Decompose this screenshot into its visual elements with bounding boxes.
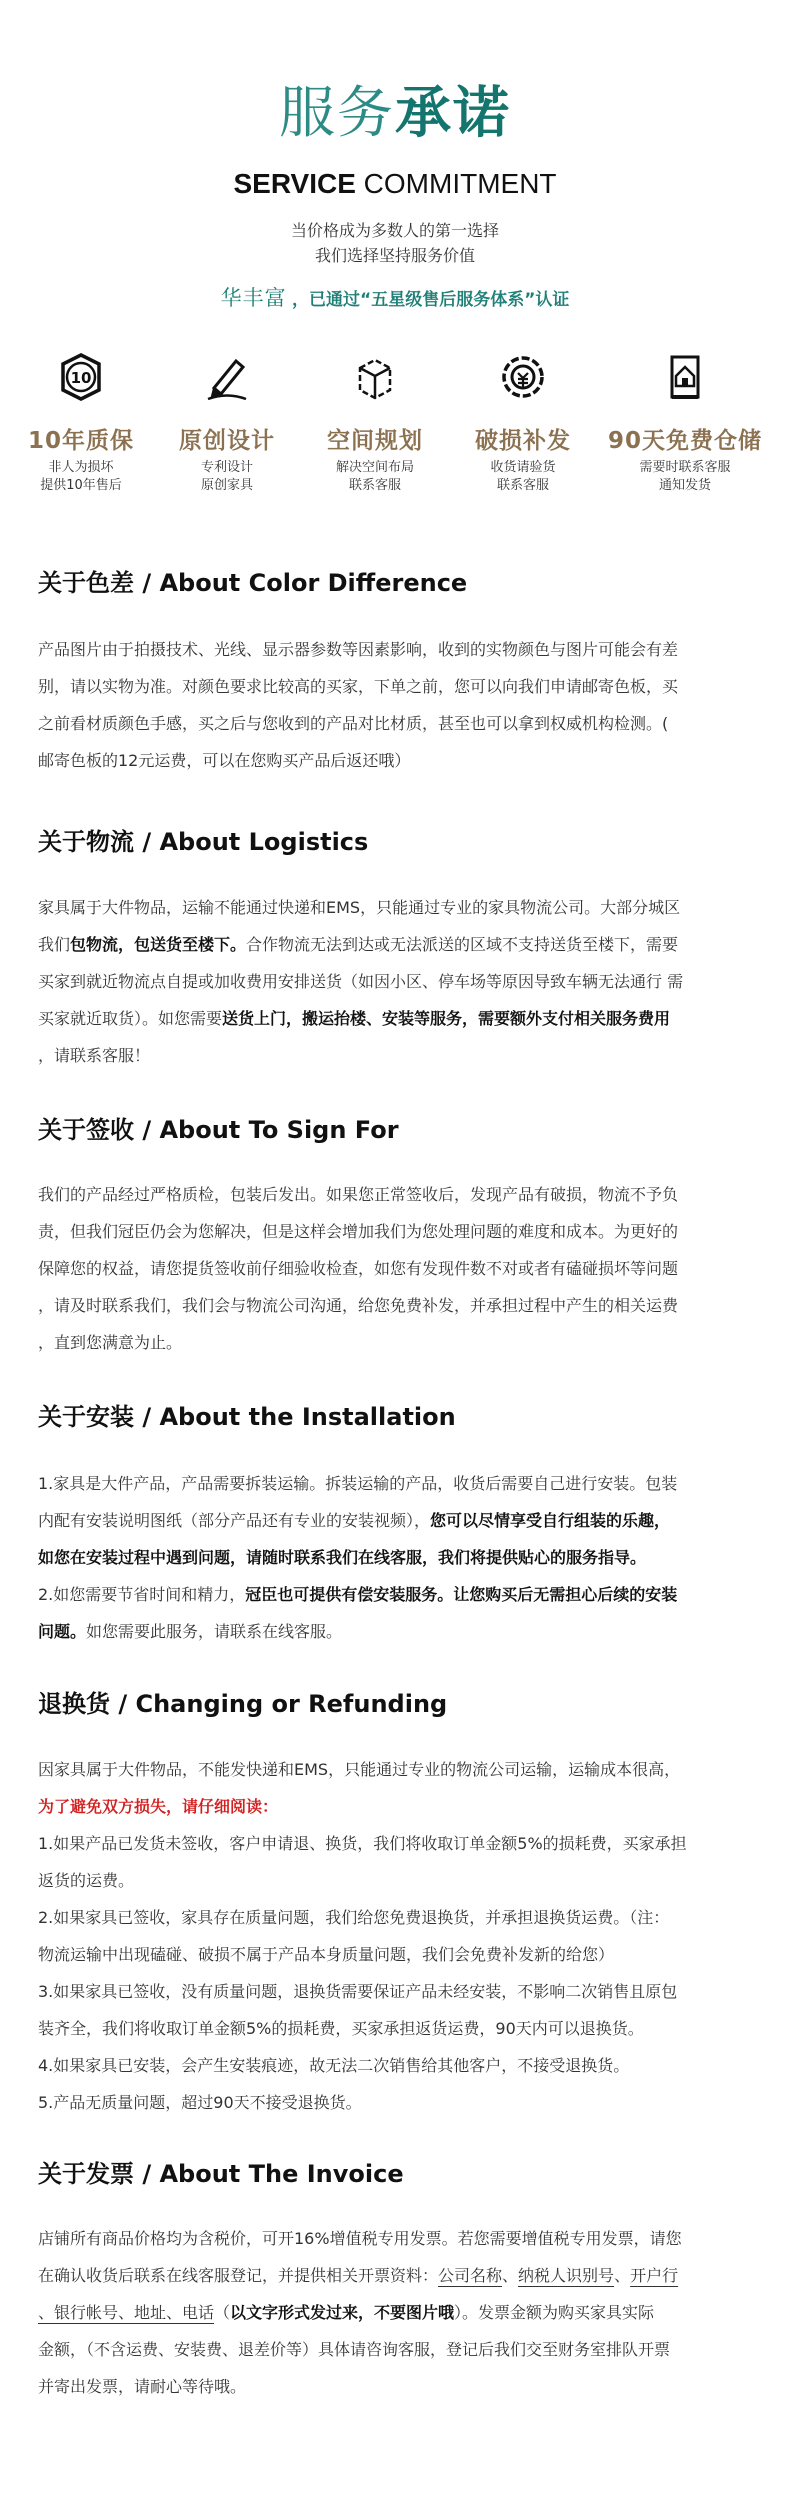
service-free-storage	[606, 352, 764, 495]
text-span: 、	[614, 2266, 631, 2285]
text-line: 物流运输中出现磕碰、破损不属于产品本身质量问题，我们会免费补发新的给您）	[38, 1945, 615, 1964]
text-line: 4.如果家具已安装，会产生安装痕迹，故无法二次销售给其他客户，不接受退换货。	[38, 2056, 630, 2075]
service-title: 10年质保	[27, 428, 134, 454]
text-span: 如您需要此服务，请联系在线客服。	[86, 1622, 343, 1641]
text-span: 2.如您需要节省时间和精力，	[38, 1585, 246, 1604]
bold-span: 送货上门，搬运抬楼、安装等服务，需要额外支付相关服务费用	[222, 1009, 671, 1028]
text-line: 因家具属于大件物品，不能发快递和EMS，只能通过专业的物流公司运输，运输成本很高，	[38, 1760, 681, 1779]
subtitle-en-normal: COMMITMENT	[355, 168, 557, 199]
section-heading-install: 关于安装 / About the Installation	[38, 1403, 456, 1431]
bold-span: 如您在安装过程中遇到问题，请随时联系我们在线客服，我们将提供贴心的服务指导。	[38, 1548, 647, 1567]
text-span: ）。发票金额为购买家具实际	[454, 2303, 655, 2322]
settings-gear-icon	[498, 352, 548, 402]
page-subtitle-en	[0, 168, 790, 200]
warning-line: 为了避免双方损失，请仔细阅读：	[38, 1797, 279, 1816]
warehouse-home-icon	[660, 352, 710, 402]
service-original-design	[148, 352, 306, 495]
text-line: 1.家具是大件产品，产品需要拆装运输。拆装运输的产品，收货后需要自己进行安装。包装	[38, 1474, 678, 1493]
service-desc-2: 联系客服	[496, 478, 549, 493]
text-span: 、	[502, 2266, 519, 2285]
section-body-logistics	[38, 889, 758, 1074]
underlined-span: 公司名称	[438, 2266, 503, 2285]
service-desc-2: 原创家具	[200, 478, 253, 493]
text-line: ，请及时联系我们，我们会与物流公司沟通，给您免费补发，并承担过程中产生的相关运费	[38, 1296, 679, 1315]
bold-span: 问题。	[38, 1622, 87, 1641]
section-body-sign	[38, 1176, 758, 1361]
service-desc-2: 通知发货	[658, 478, 711, 493]
text-line: 保障您的权益，请您提货签收前仔细验收检查，如您有发现件数不对或者有磕碰损坏等问题	[38, 1259, 679, 1278]
text-line	[38, 1576, 758, 1613]
ten-badge-icon	[56, 352, 106, 402]
section-heading-invoice: 关于发票 / About The Invoice	[38, 2160, 404, 2188]
service-desc-1: 非人为损坏	[48, 460, 114, 475]
svg-text:10: 10	[70, 369, 92, 387]
section-body-refund	[38, 1751, 758, 2121]
text-line: 家具属于大件物品，运输不能通过快递和EMS，只能通过专业的家具物流公司。大部分城区	[38, 898, 681, 917]
underlined-span: 、银行帐号、地址、电话	[38, 2303, 215, 2322]
bold-span: 冠臣也可提供有偿安装服务。让您购买后无需担心后续的安装	[245, 1585, 678, 1604]
text-line	[38, 1613, 758, 1650]
text-line: 5.产品无质量问题，超过90天不接受退换货。	[38, 2093, 362, 2112]
section-body-install	[38, 1465, 758, 1650]
text-line: 邮寄色板的12元运费，可以在您购买产品后返还哦）	[38, 751, 411, 770]
text-line: 2.如果家具已签收，家具存在质量问题，我们给您免费退换货，并承担退换货运费。（注：	[38, 1908, 670, 1927]
section-heading-sign: 关于签收 / About To Sign For	[38, 1116, 399, 1144]
text-line: ，直到您满意为止。	[38, 1333, 183, 1352]
text-line	[38, 2294, 758, 2331]
tagline-1: 当价格成为多数人的第一选择	[290, 221, 499, 240]
service-title: 破损补发	[475, 428, 571, 454]
text-span: 在确认收货后联系在线客服登记，并提供相关开票资料：	[38, 2266, 439, 2285]
service-desc-2: 联系客服	[348, 478, 401, 493]
text-line: 并寄出发票，请耐心等待哦。	[38, 2377, 247, 2396]
text-line	[38, 1502, 758, 1539]
text-span: 买家就近取货）。如您需要	[38, 1009, 223, 1028]
text-line: 装齐全，我们将收取订单金额5%的损耗费，买家承担返货运费，90天内可以退换货。	[38, 2019, 644, 2038]
service-desc-1: 收货请验货	[490, 460, 556, 475]
bold-span: 以文字形式发过来，不要图片哦	[230, 2303, 455, 2322]
text-line: 3.如果家具已签收，没有质量问题，退换货需要保证产品未经安装，不影响二次销售且原包	[38, 1982, 678, 2001]
service-desc-1: 解决空间布局	[335, 460, 414, 475]
text-line	[38, 926, 758, 963]
pen-icon	[202, 352, 252, 402]
text-line: 我们的产品经过严格质检，包装后发出。如果您正常签收后，发现产品有破损，物流不予负	[38, 1185, 679, 1204]
text-span: 合作物流无法到达或无法派送的区域不支持送货至楼下，需要	[246, 935, 679, 954]
bold-span: 您可以尽情享受自行组装的乐趣，	[430, 1511, 671, 1530]
tagline-2: 我们选择坚持服务价值	[314, 246, 475, 265]
text-line: 产品图片由于拍摄技术、光线、显示器参数等因素影响，收到的实物颜色与图片可能会有差	[38, 640, 679, 659]
certification-text: ，已通过“五星级售后服务体系”认证	[292, 290, 570, 310]
page-title	[0, 82, 790, 146]
cube-icon	[350, 352, 400, 402]
service-title: 90天免费仓储	[607, 428, 762, 454]
text-line: ，请联系客服！	[38, 1046, 151, 1065]
text-line	[38, 1000, 758, 1037]
underlined-span: 纳税人识别号	[518, 2266, 615, 2285]
service-title: 空间规划	[327, 428, 423, 454]
section-heading-color: 关于色差 / About Color Difference	[38, 569, 468, 597]
service-damage-reissue	[444, 352, 602, 495]
service-desc-1: 需要时联系客服	[639, 460, 731, 475]
text-line: 责，但我们冠臣仍会为您解决，但是这样会增加我们为您处理问题的难度和成本。为更好的	[38, 1222, 679, 1241]
service-title: 原创设计	[179, 428, 275, 454]
text-line: 别，请以实物为准。对颜色要求比较高的买家，下单之前，您可以向我们申请邮寄色板，买	[38, 677, 679, 696]
text-line: 买家到就近物流点自提或加收费用安排送货（如因小区、停车场等原因导致车辆无法通行 需	[38, 972, 684, 991]
section-body-invoice	[38, 2220, 758, 2405]
service-space-planning	[296, 352, 454, 495]
section-heading-logistics: 关于物流 / About Logistics	[38, 828, 369, 856]
text-span: 内配有安装说明图纸（部分产品还有专业的安装视频），	[38, 1511, 431, 1530]
service-desc-1: 专利设计	[200, 460, 253, 475]
underlined-span: 开户行	[630, 2266, 679, 2285]
section-body-color	[38, 631, 758, 779]
service-desc-2: 提供10年售后	[40, 478, 122, 493]
text-span: （	[214, 2303, 231, 2322]
brand-name: 华丰富	[220, 286, 287, 310]
title-bold: 承诺	[395, 81, 511, 146]
bold-span: 包物流，包送货至楼下。	[70, 935, 247, 954]
text-line: 店铺所有商品价格均为含税价，可开16%增值税专用发票。若您需要增值税专用发票，请您	[38, 2229, 682, 2248]
text-span: 我们	[38, 935, 71, 954]
certification-line	[0, 282, 790, 312]
title-light: 服务	[279, 81, 395, 146]
text-line: 1.如果产品已发货未签收，客户申请退、换货，我们将收取订单金额5%的损耗费，买家承担	[38, 1834, 687, 1853]
text-line	[38, 2257, 758, 2294]
subtitle-en-bold: SERVICE	[233, 168, 356, 199]
text-line: 金额，（不含运费、安装费、退差价等）具体请咨询客服，登记后我们交至财务室排队开票	[38, 2340, 671, 2359]
text-line: 之前看材质颜色手感，买之后与您收到的产品对比材质，甚至也可以拿到权威机构检测。(	[38, 714, 669, 733]
service-warranty	[2, 352, 160, 495]
text-line: 返货的运费。	[38, 1871, 135, 1890]
section-heading-refund: 退换货 / Changing or Refunding	[38, 1690, 448, 1718]
text-line	[38, 1539, 758, 1576]
